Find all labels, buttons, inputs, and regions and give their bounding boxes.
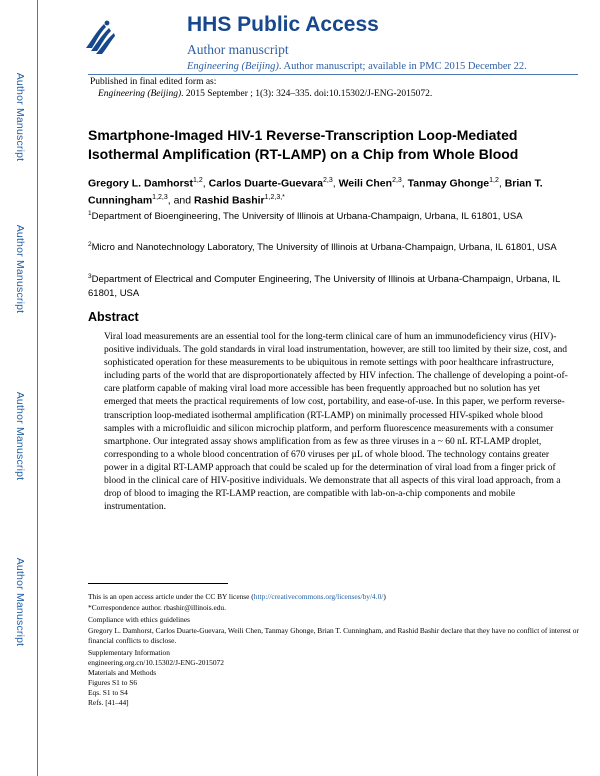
supplementary-item: Materials and Methods	[88, 668, 157, 677]
author-list: Gregory L. Damhorst$^{1,2}$, Carlos Duarte-Guevara$^{2,3}$, Weili Chen$^{2,3}$, Tanmay Ghonge$^{1,2}$, Brian T. Cunningham$^{1,2,3}$, and Rashid Bashir$^{1,2,3,*}$	[88, 177, 543, 207]
license-note: This is an open access article under the CC BY license (http://creativecommons.org/licenses/by/4.0/)	[88, 592, 386, 601]
supplementary-item: engineering.org.cn/10.15302/J-ENG-2015072	[88, 658, 224, 667]
author-name: Weili Chen	[338, 177, 393, 190]
abstract-heading: Abstract	[88, 310, 139, 324]
affiliation: $^2$Micro and Nanotechnology Laboratory, The University of Illinois at Urbana-Champaign, Urbana, IL 61801, USA	[88, 241, 557, 254]
citation: Engineering (Beijing). 2015 September ; 1(3): 324–335. doi:10.15302/J-ENG-2015072.	[98, 89, 433, 99]
supplementary-item: Refs. [41–44]	[88, 698, 129, 707]
side-rule	[37, 0, 38, 776]
supplementary-heading: Supplementary Information	[88, 648, 170, 657]
ethics-text: Gregory L. Damhorst, Carlos Duarte-Guevara, Weili Chen, Tanmay Ghonge, Brian T. Cunningham, and Rashid Bashir declare that they have no conflict of interest or financial conflicts to disclose.	[88, 626, 579, 645]
abstract-text: Viral load measurements are an essential tool for the long-term clinical care of hum an immunodeficiency virus (HIV)-positive individuals. The gold standards in viral load instrumentation, however, are still too limited by their size, cost, and sophisticated operation for these measurements to be ubiquitous in remote settings with poor healthcare infrastructure, including parts of the world that are disproportionately affected by HIV infection. The challenge of developing a point-of-care platform capable of making viral load more accessible has been frequently approached but no solution has yet emerged that meets the practical requirements of low cost, portability, and ease-of-use. In this paper, we perform reverse-transcription loop-mediated isothermal amplification (RT-LAMP) on minimally processed HIV-spiked whole blood samples with a microfluidic and silicon microchip platform, and perform fluorescence measurements with a consumer smartphone. Our integrated assay shows amplification from as few as three viruses in a ~ 60 nL RT-LAMP droplet, corresponding to a whole blood concentration of 670 viruses per µL of whole blood. The technology contains greater power in a digital RT-LAMP approach that could be scaled up for the determination of viral load from a finger prick of blood in the clinical care of HIV-positive individuals. We demonstrate that all aspects of this viral load approach, from a drop of blood to imaging the RT-LAMP reaction, are compatible with lab-on-a-chip components and mobile instrumentation.	[104, 332, 568, 513]
author-name: Carlos Duarte-Guevara	[208, 177, 323, 190]
footnote-rule	[88, 583, 228, 584]
header-rule	[88, 74, 578, 75]
affiliation: $^3$Department of Electrical and Computer Engineering, The University of Illinois at Urbana-Champaign, Urbana, IL 61801, USA	[88, 273, 560, 299]
affiliation: $^1$Department of Bioengineering, The University of Illinois at Urbana-Champaign, Urbana, IL 61801, USA	[88, 210, 523, 223]
author-name: Tanmay Ghonge	[407, 177, 490, 190]
journal-availability: Engineering (Beijing). Author manuscript; available in PMC 2015 December 22.	[187, 61, 527, 72]
correspondence-note: *Correspondence author. rbashir@illinois.edu.	[88, 603, 226, 612]
page-header	[58, 6, 578, 72]
supplementary-item: Eqs. S1 to S4	[88, 688, 128, 697]
supplementary-item: Figures S1 to S6	[88, 678, 138, 687]
published-label: Published in final edited form as:	[90, 77, 217, 87]
author-name: Brian T. Cunningham	[88, 177, 543, 207]
hhs-title: HHS Public Access	[187, 13, 379, 36]
hhs-eagle-logo-icon	[82, 18, 118, 58]
license-link[interactable]: http://creativecommons.org/licenses/by/4.0/	[253, 592, 384, 601]
ethics-heading: Compliance with ethics guidelines	[88, 615, 191, 624]
manuscript-label: Author manuscript	[187, 42, 289, 57]
author-name: Gregory L. Damhorst	[88, 177, 194, 190]
author-name: Rashid Bashir	[194, 194, 265, 207]
article-title: Smartphone-Imaged HIV-1 Reverse-Transcription Loop-Mediated Isothermal Amplification (RT-LAMP) on a Chip from Whole Blood	[88, 127, 519, 162]
side-banner: Author Manuscript Author Manuscript Author Manuscript Author Manuscript	[0, 0, 42, 776]
